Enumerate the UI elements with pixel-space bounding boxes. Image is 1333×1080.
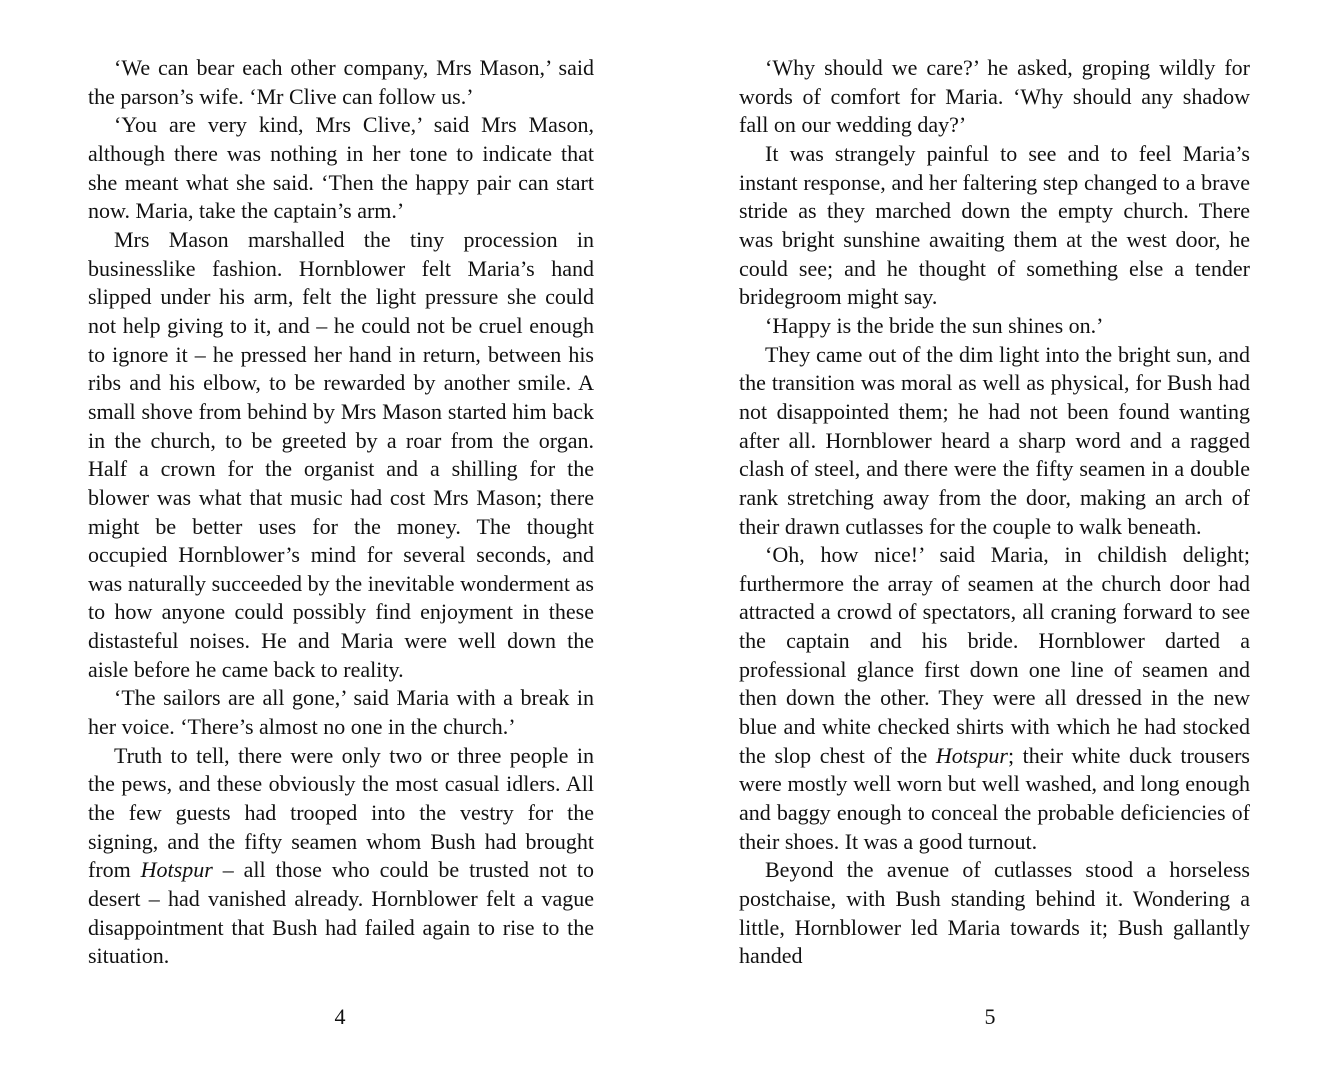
paragraph bbox=[739, 856, 1250, 971]
paragraph-text: It was strangely painful to see and to feel Maria’s instant response, and her faltering step changed to a brave stride as they marched down the empty church. There was bright sunshine awaiting them at the west door, he could see; and he thought of something else a tender bridegroom might say. bbox=[739, 140, 1250, 310]
italic-text: Hotspur bbox=[140, 857, 213, 883]
paragraph bbox=[88, 111, 594, 226]
left-page bbox=[0, 0, 666, 1080]
paragraph-text: Truth to tell, there were only two or three people in the pews, and these obviously the most casual idlers. All the few guests had trooped into the vestry for the signing, and the fifty seamen whom Bush had brought from bbox=[88, 742, 594, 883]
paragraph-text: ‘You are very kind, Mrs Clive,’ said Mrs Mason, although there was nothing in her tone to indicate that she meant what she said. ‘Then the happy pair can start now. Maria, take the captain’s arm.’ bbox=[88, 112, 594, 224]
paragraph bbox=[739, 341, 1250, 542]
paragraph-text: Beyond the avenue of cutlasses stood a horseless postchaise, with Bush standing behind it. Wondering a little, Hornblower led Maria towards it; Bush gallantly handed bbox=[739, 857, 1250, 969]
paragraph-text: ; their white duck trousers were mostly well worn but well washed, and long enough and baggy enough to conceal the probable deficiencies of their shoes. It was a good turnout. bbox=[739, 742, 1250, 854]
left-page-text bbox=[88, 54, 594, 971]
paragraph-text: They came out of the dim light into the bright sun, and the transition was moral as well as physical, for Bush had not disappointed them; he had not been found wanting after all. Hornblower heard a sharp word and a ragged clash of steel, and there were the fifty seamen in a double rank stretching away from the door, making an arch of their drawn cutlasses for the couple to walk beneath. bbox=[739, 341, 1250, 539]
paragraph bbox=[739, 541, 1250, 856]
right-page bbox=[666, 0, 1333, 1080]
italic-text: Hotspur bbox=[935, 742, 1008, 768]
paragraph bbox=[88, 226, 594, 685]
paragraph bbox=[88, 684, 594, 741]
paragraph bbox=[739, 140, 1250, 312]
paragraph-text: ‘Oh, how nice!’ said Maria, in childish delight; furthermore the array of seamen at the church door had attracted a crowd of spectators, all craning forward to see the captain and his bride. Hornblower darted a professional glance first down one line of seamen and then down the other. They were all dressed in the new blue and white checked shirts with which he had stocked the slop chest of the bbox=[739, 542, 1250, 768]
paragraph-text: Mrs Mason marshalled the tiny procession in businesslike fashion. Hornblower felt Maria’s hand slipped under his arm, felt the light pressure she could not help giving to it, and – he could not be cruel enough to ignore it – he pressed her hand in return, between his ribs and his elbow, to be rewarded by another smile. A small shove from behind by Mrs Mason started him back in the church, to be greeted by a roar from the organ. Half a crown for the organist and a shilling for the blower was what that music had cost Mrs Mason; there might be better uses for the money. The thought occupied Hornblower’s mind for several seconds, and was naturally succeeded by the inevitable wonderment as to how anyone could possibly find enjoyment in these distasteful noises. He and Maria were well down the aisle before he came back to reality. bbox=[88, 226, 594, 682]
paragraph-text: ‘The sailors are all gone,’ said Maria with a break in her voice. ‘There’s almost no one in the church.’ bbox=[88, 685, 594, 740]
paragraph-text: – all those who could be trusted not to desert – had vanished already. Hornblower felt a vague disappointment that Bush had failed again to rise to the situation. bbox=[88, 857, 594, 969]
paragraph bbox=[739, 54, 1250, 140]
paragraph bbox=[88, 742, 594, 971]
paragraph-text: ‘Happy is the bride the sun shines on.’ bbox=[765, 312, 1104, 338]
right-page-text bbox=[739, 54, 1250, 971]
right-page-number: 5 bbox=[984, 1004, 996, 1029]
left-page-number: 4 bbox=[334, 1004, 346, 1029]
paragraph-text: ‘We can bear each other company, Mrs Mason,’ said the parson’s wife. ‘Mr Clive can follow us.’ bbox=[88, 55, 594, 109]
paragraph-text: ‘Why should we care?’ he asked, groping wildly for words of comfort for Maria. ‘Why should any shadow fall on our wedding day?’ bbox=[739, 55, 1250, 138]
paragraph bbox=[739, 312, 1250, 341]
paragraph bbox=[88, 54, 594, 111]
